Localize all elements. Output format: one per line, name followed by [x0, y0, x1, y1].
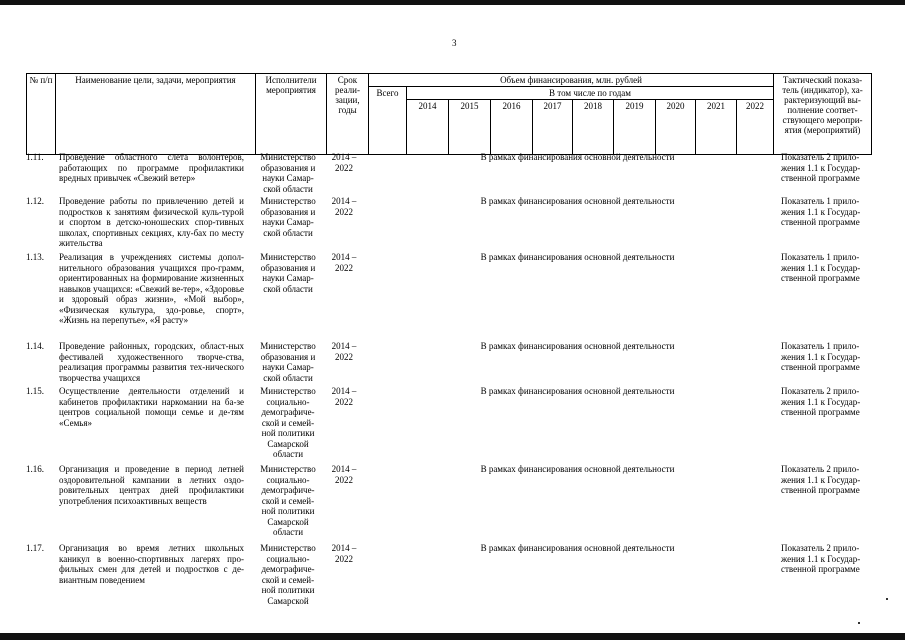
header-exec: Исполнители мероприятия — [256, 74, 327, 155]
header-year: 2014 — [407, 100, 449, 155]
row-executor: Министерство социально-демографиче-ской и семей-ной политики Самарской области — [260, 464, 316, 537]
header-year: 2022 — [737, 100, 774, 155]
top-border-bar — [0, 0, 905, 5]
row-indicator: Показатель 2 прило-жения 1.1 к Государ-ственной программе — [781, 543, 861, 574]
row-executor: Министерство социально-демографиче-ской и семей-ной политики Самарской области — [260, 386, 316, 459]
row-name: Осуществление деятельности отделений и кабинетов профилактики наркомании на ба-зе центров социальной помощи семье и де-тям «Семья» — [59, 386, 244, 428]
header-num: № п/п — [27, 74, 56, 155]
row-financing: В рамках финансирования основной деятельности — [480, 252, 675, 262]
row-financing: В рамках финансирования основной деятельности — [480, 341, 675, 351]
row-indicator: Показатель 2 прило-жения 1.1 к Государ-ственной программе — [781, 464, 861, 495]
header-name: Наименование цели, задачи, мероприятия — [56, 74, 256, 155]
header-fin: Объем финансирования, млн. рублей — [369, 74, 774, 87]
row-executor: Министерство образования и науки Самар-ской области — [260, 152, 316, 194]
row-indicator: Показатель 1 прило-жения 1.1 к Государ-ственной программе — [781, 252, 861, 283]
header-indicator: Тактический показа-тель (индикатор), ха-рактеризующий вы-полнение соответ-ствующего меропри-ятия (мероприятий) — [774, 74, 872, 155]
bottom-border-bar — [0, 633, 905, 640]
row-term: 2014 – 2022 — [331, 152, 357, 173]
row-number: 1.15. — [26, 386, 44, 396]
row-number: 1.14. — [26, 341, 44, 351]
row-indicator: Показатель 2 прило-жения 1.1 к Государ-ственной программе — [781, 386, 861, 417]
row-executor: Министерство социально-демографиче-ской и семей-ной политики Самарской — [260, 543, 316, 606]
row-term: 2014 – 2022 — [331, 543, 357, 564]
row-executor: Министерство образования и науки Самар-ской области — [260, 341, 316, 383]
row-number: 1.17. — [26, 543, 44, 553]
row-name: Реализация в учреждениях системы допол-нительного образования учащихся про-грамм, ориентированных на формирование жизненных навыков учащихся: «Свежий ве-тер», «Здоровье и здоровый образ жизни», «Мой выбор», «Физическая культура, здо-ровье, спорт», «Жизнь на перепутье», «Я расту» — [59, 252, 244, 325]
header-year: 2017 — [533, 100, 573, 155]
scan-speck — [858, 622, 860, 624]
row-term: 2014 – 2022 — [331, 386, 357, 407]
table-header — [26, 73, 872, 155]
row-financing: В рамках финансирования основной деятельности — [480, 386, 675, 396]
row-term: 2014 – 2022 — [331, 464, 357, 485]
page-number: 3 — [452, 38, 457, 48]
row-name: Проведение областного слета волонтеров, работающих по программе профилактики вредных привычек «Свежий ветер» — [59, 152, 244, 183]
header-year: 2016 — [491, 100, 533, 155]
row-number: 1.13. — [26, 252, 44, 262]
header-term: Срок реали-зации, годы — [327, 74, 369, 155]
header-year: 2021 — [696, 100, 737, 155]
scan-speck — [886, 598, 888, 600]
header-years-group: В том числе по годам — [407, 87, 774, 100]
row-number: 1.12. — [26, 196, 44, 206]
row-name: Организация во время летних школьных каникул в военно-спортивных лагерях про-фильных смен для детей и подростков с де-виантным поведением — [59, 543, 244, 585]
row-executor: Министерство образования и науки Самар-ской области — [260, 196, 316, 238]
row-financing: В рамках финансирования основной деятельности — [480, 196, 675, 206]
header-total: Всего — [369, 87, 407, 155]
row-financing: В рамках финансирования основной деятельности — [480, 152, 675, 162]
row-name: Организация и проведение в период летней оздоровительной кампании в летних оздо-ровительных центрах дней профилактики употребления психоактивных веществ — [59, 464, 244, 506]
header-year: 2015 — [449, 100, 491, 155]
row-name: Проведение работы по привлечению детей и подростков к занятиям физической куль-турой и спортом в детско-юношеских спор-тивных школах, спортивных секциях, клу-бах по месту жительства — [59, 196, 244, 248]
header-year: 2018 — [573, 100, 614, 155]
row-indicator: Показатель 1 прило-жения 1.1 к Государ-ственной программе — [781, 341, 861, 372]
row-term: 2014 – 2022 — [331, 252, 357, 273]
row-executor: Министерство образования и науки Самар-ской области — [260, 252, 316, 294]
header-year: 2019 — [614, 100, 656, 155]
row-number: 1.11. — [26, 152, 44, 162]
row-term: 2014 – 2022 — [331, 341, 357, 362]
row-term: 2014 – 2022 — [331, 196, 357, 217]
row-number: 1.16. — [26, 464, 44, 474]
row-indicator: Показатель 1 прило-жения 1.1 к Государ-ственной программе — [781, 196, 861, 227]
row-name: Проведение районных, городских, област-ных фестивалей художественного творче-ства, реализация программы развития тех-нического творчества учащихся — [59, 341, 244, 383]
row-indicator: Показатель 2 прило-жения 1.1 к Государ-ственной программе — [781, 152, 861, 183]
header-year: 2020 — [656, 100, 696, 155]
row-financing: В рамках финансирования основной деятельности — [480, 464, 675, 474]
row-financing: В рамках финансирования основной деятельности — [480, 543, 675, 553]
